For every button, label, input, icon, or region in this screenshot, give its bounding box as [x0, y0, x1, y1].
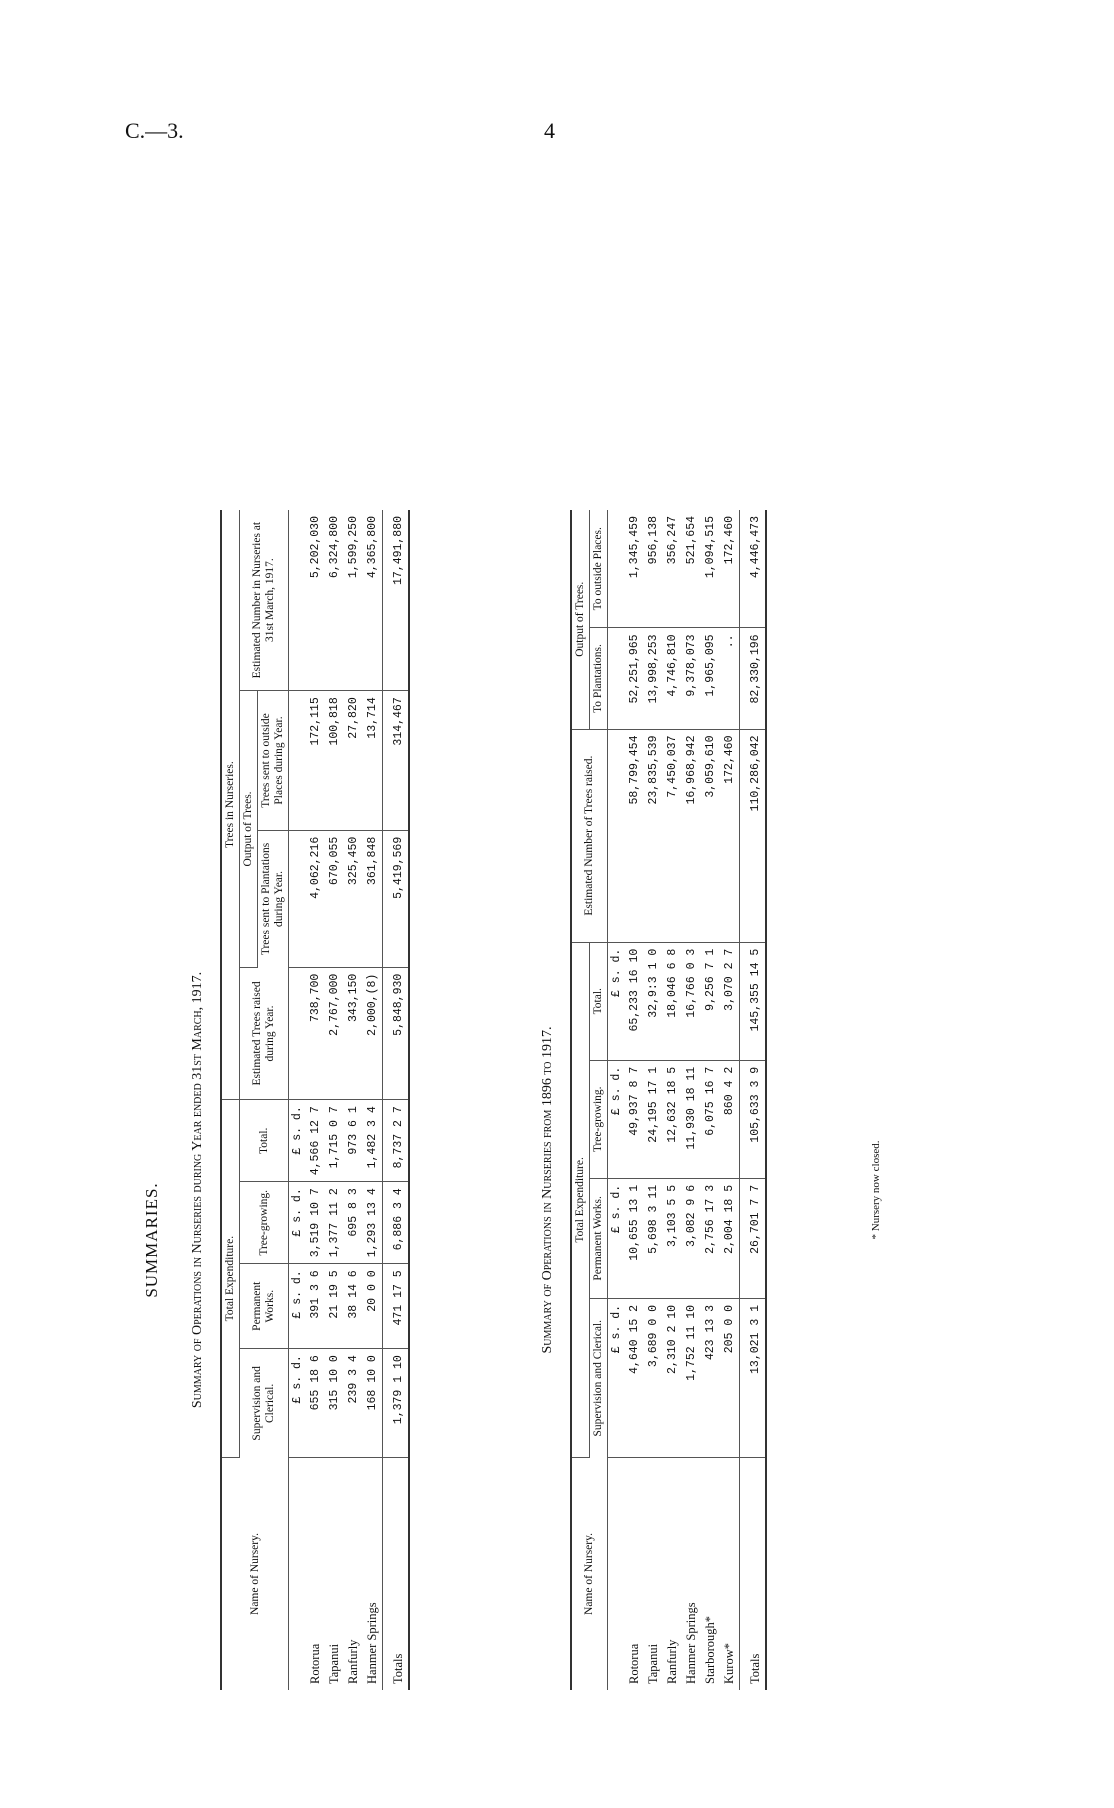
t1-col-est: Estimated Number in Nurseries at 31st March, 1917.	[240, 510, 289, 691]
cell: 2,756 17 3	[701, 1178, 720, 1298]
table1	[220, 510, 410, 1690]
cell: 2,004 18 5	[720, 1178, 740, 1298]
cell: 23,835,539	[644, 729, 663, 942]
cell: 24,195 17 1	[644, 1060, 663, 1178]
page-title: SUMMARIES.	[142, 1182, 161, 1298]
t2-col-total: Total.	[590, 942, 608, 1060]
t1-col-total: Total.	[240, 1100, 289, 1182]
cell: 1,482 3 4	[363, 1100, 383, 1182]
t1-lsd: £ s. d.	[289, 1182, 307, 1264]
cell: 3,070 2 7	[720, 942, 740, 1060]
cell: 18,046 6 8	[663, 942, 682, 1060]
cell: 1,599,250	[344, 510, 363, 691]
document-code: C.—3.	[125, 118, 184, 143]
table-row	[306, 510, 325, 1690]
nursery-name: Rotorua	[627, 1643, 641, 1684]
cell: 9,256 7 1	[701, 942, 720, 1060]
cell: 695 8 3	[344, 1182, 363, 1264]
totals-label: Totals	[383, 1458, 410, 1691]
cell: 9,378,073	[682, 628, 701, 729]
cell: 12,632 18 5	[663, 1060, 682, 1178]
cell: 6,324,800	[325, 510, 344, 691]
cell: 1,715 0 7	[325, 1100, 344, 1182]
cell: 58,799,454	[625, 729, 644, 942]
cell: 1,379 1 10	[383, 1349, 410, 1458]
cell: 82,330,196	[740, 628, 767, 729]
t1-col-sup: Supervision and Clerical.	[240, 1349, 289, 1458]
cell: 26,701 7 7	[740, 1178, 767, 1298]
cell: 521,654	[682, 510, 701, 628]
cell: 5,419,569	[383, 830, 410, 967]
cell: 168 10 0	[363, 1349, 383, 1458]
nursery-name: Ranfurly	[665, 1639, 679, 1684]
cell: 361,848	[363, 830, 383, 967]
t2-expenditure-group: Total Expenditure.	[571, 942, 590, 1457]
cell: 973 6 1	[344, 1100, 363, 1182]
cell: 3,082 9 6	[682, 1178, 701, 1298]
cell: 1,965,095	[701, 628, 720, 729]
cell: 6,075 16 7	[701, 1060, 720, 1178]
cell: 8,737 2 7	[383, 1100, 410, 1182]
t1-col-plant: Trees sent to Plantations during Year.	[258, 830, 289, 967]
nursery-name: Hanmer Springs	[365, 1602, 379, 1684]
cell: 172,115	[306, 691, 325, 830]
cell: 4,566 12 7	[306, 1100, 325, 1182]
t1-name-header: Name of Nursery.	[221, 1458, 289, 1691]
cell: 315 10 0	[325, 1349, 344, 1458]
cell: 4,062,216	[306, 830, 325, 967]
cell: 205 0 0	[720, 1298, 740, 1457]
nursery-name: Tapanui	[327, 1643, 341, 1684]
table-row	[720, 510, 740, 1690]
t2-col-sup: Supervision and Clerical.	[590, 1298, 608, 1457]
cell: 27,820	[344, 691, 363, 830]
cell: 391 3 6	[306, 1264, 325, 1349]
cell: 3,689 0 0	[644, 1298, 663, 1457]
t1-expenditure-group: Total Expenditure.	[221, 1100, 240, 1458]
cell: 1,094,515	[701, 510, 720, 628]
nursery-name: Ranfurly	[346, 1639, 360, 1684]
cell: 3,519 10 7	[306, 1182, 325, 1264]
t1-output-group: Output of Trees.	[240, 691, 258, 967]
cell: 314,467	[383, 691, 410, 830]
table-row	[363, 510, 383, 1690]
cell: 145,355 14 5	[740, 942, 767, 1060]
nursery-name: Rotorua	[308, 1643, 322, 1684]
t1-lsd: £ s. d.	[289, 1100, 307, 1182]
t1-lsd: £ s. d.	[289, 1264, 307, 1349]
t1-col-tree: Tree-growing.	[240, 1182, 289, 1264]
cell: 655 18 6	[306, 1349, 325, 1458]
cell: 2,310 2 10	[663, 1298, 682, 1457]
cell: 1,293 13 4	[363, 1182, 383, 1264]
cell: 1,345,459	[625, 510, 644, 628]
cell: 13,998,253	[644, 628, 663, 729]
t2-lsd: £ s. d.	[608, 1298, 626, 1457]
cell: 738,700	[306, 967, 325, 1100]
t2-name-header: Name of Nursery.	[571, 1458, 608, 1691]
cell: 172,460	[720, 510, 740, 628]
table-row	[701, 510, 720, 1690]
t2-lsd: £ s. d.	[608, 1060, 626, 1178]
cell: 7,450,037	[663, 729, 682, 942]
cell: 4,365,800	[363, 510, 383, 691]
cell: 16,968,942	[682, 729, 701, 942]
totals-row	[383, 510, 410, 1690]
cell: 670,055	[325, 830, 344, 967]
table1-title: Summary of Operations in Nurseries during Year ended 31st March, 1917.	[190, 971, 205, 1409]
cell: 32,9:3 1 0	[644, 942, 663, 1060]
table-row	[344, 510, 363, 1690]
cell: 3,103 5 5	[663, 1178, 682, 1298]
page-number: 4	[544, 118, 555, 143]
t1-lsd: £ s. d.	[289, 1349, 307, 1458]
nursery-name: Tapanui	[646, 1643, 660, 1684]
table2	[570, 510, 767, 1690]
cell: 172,460	[720, 729, 740, 942]
totals-row	[740, 510, 767, 1690]
cell: 325,450	[344, 830, 363, 967]
cell: 5,698 3 11	[644, 1178, 663, 1298]
cell: 1,752 11 10	[682, 1298, 701, 1457]
cell: 2,767,000	[325, 967, 344, 1100]
cell: 16,766 0 3	[682, 942, 701, 1060]
cell: 110,286,042	[740, 729, 767, 942]
cell: 10,655 13 1	[625, 1178, 644, 1298]
table-row	[325, 510, 344, 1690]
t2-lsd: £ s. d.	[608, 942, 626, 1060]
cell: 1,377 11 2	[325, 1182, 344, 1264]
table-row	[663, 510, 682, 1690]
cell: 100,818	[325, 691, 344, 830]
table-row	[625, 510, 644, 1690]
cell: 4,446,473	[740, 510, 767, 628]
footnote: * Nursery now closed.	[870, 1140, 882, 1240]
cell: 356,247	[663, 510, 682, 628]
table-row	[682, 510, 701, 1690]
cell: 3,059,610	[701, 729, 720, 942]
table2-title: Summary of Operations in Nurseries from 1896 to 1917.	[540, 1026, 555, 1354]
cell: ..	[720, 628, 740, 729]
cell: 38 14 6	[344, 1264, 363, 1349]
t2-col-perm: Permanent Works.	[590, 1178, 608, 1298]
cell: 13,714	[363, 691, 383, 830]
t2-col-tree: Tree-growing.	[590, 1060, 608, 1178]
cell: 423 13 3	[701, 1298, 720, 1457]
cell: 105,633 3 9	[740, 1060, 767, 1178]
cell: 5,848,930	[383, 967, 410, 1100]
cell: 6,886 3 4	[383, 1182, 410, 1264]
cell: 5,202,030	[306, 510, 325, 691]
t1-col-perm: Permanent Works.	[240, 1264, 289, 1349]
cell: 20 0 0	[363, 1264, 383, 1349]
cell: 956,138	[644, 510, 663, 628]
cell: 17,491,880	[383, 510, 410, 691]
cell: 4,746,810	[663, 628, 682, 729]
cell: 471 17 5	[383, 1264, 410, 1349]
cell: 13,021 3 1	[740, 1298, 767, 1457]
cell: 239 3 4	[344, 1349, 363, 1458]
cell: 49,937 8 7	[625, 1060, 644, 1178]
cell: 65,233 16 10	[625, 942, 644, 1060]
rotated-page-content	[142, 170, 940, 1690]
table-row	[644, 510, 663, 1690]
t2-output-group: Output of Trees.	[571, 510, 590, 729]
cell: 21 19 5	[325, 1264, 344, 1349]
cell: 11,930 18 11	[682, 1060, 701, 1178]
t1-col-raised: Estimated Trees raised during Year.	[240, 967, 289, 1100]
t1-trees-group: Trees in Nurseries.	[221, 510, 240, 1100]
t2-lsd: £ s. d.	[608, 1178, 626, 1298]
nursery-name: Hanmer Springs	[684, 1602, 698, 1684]
cell: 343,150	[344, 967, 363, 1100]
t2-col-outside: To outside Places.	[590, 510, 608, 628]
cell: 860 4 2	[720, 1060, 740, 1178]
nursery-name: Kurow*	[722, 1643, 736, 1684]
nursery-name: Starborough*	[703, 1615, 717, 1684]
cell: 52,251,965	[625, 628, 644, 729]
t2-col-raised: Estimated Number of Trees raised.	[571, 729, 608, 942]
cell: 2,000,(8)	[363, 967, 383, 1100]
t2-col-plant: To Plantations.	[590, 628, 608, 729]
t1-col-outside: Trees sent to outside Places during Year.	[258, 691, 289, 830]
cell: 4,640 15 2	[625, 1298, 644, 1457]
totals-label: Totals	[740, 1458, 767, 1691]
